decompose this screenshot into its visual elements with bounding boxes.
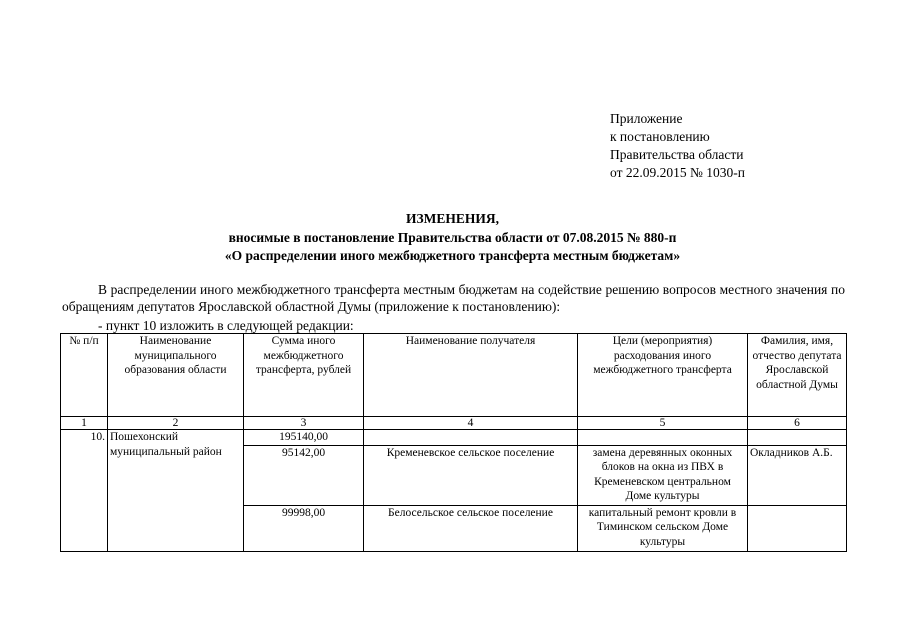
- purpose-cell: капитальный ремонт кровли в Тиминском сельском Доме культуры: [578, 505, 748, 551]
- column-number-cell: 3: [244, 417, 364, 430]
- column-number-cell: 6: [748, 417, 847, 430]
- table-number-row: [61, 417, 847, 430]
- purpose-cell: замена деревянных оконных блоков на окна из ПВХ в Кременевском центральном Доме культуры: [578, 445, 748, 505]
- transfer-table: [60, 333, 847, 552]
- document-title: ИЗМЕНЕНИЯ,: [405, 211, 499, 226]
- empty-cell: [364, 430, 578, 446]
- municipality-cell: Пошехонский муниципальный район: [108, 430, 244, 552]
- column-number-cell: 5: [578, 417, 748, 430]
- amount-cell: 99998,00: [244, 505, 364, 551]
- header-cell: Сумма иного межбюджетного трансферта, рублей: [244, 334, 364, 417]
- appendix-line-2: к постановлению: [610, 129, 710, 144]
- recipient-cell: Белосельское сельское поселение: [364, 505, 578, 551]
- body-paragraph: В распределении иного межбюджетного трансферта местным бюджетам на содействие решению вопросов местного значения по обращениям депутатов Ярославской областной Думы (приложение к постановлению):: [62, 282, 845, 314]
- table-row: [61, 430, 847, 446]
- column-number-cell: 2: [108, 417, 244, 430]
- amount-cell: 95142,00: [244, 445, 364, 505]
- deputy-cell: Окладников А.Б.: [748, 445, 847, 505]
- empty-cell: [748, 430, 847, 446]
- row-number-cell: 10.: [61, 430, 108, 552]
- header-cell: № п/п: [61, 334, 108, 417]
- deputy-cell: [748, 505, 847, 551]
- document-subtitle-1: вносимые в постановление Правительства области от 07.08.2015 № 880-п: [228, 230, 677, 245]
- appendix-line-4: от 22.09.2015 № 1030-п: [610, 165, 745, 180]
- appendix-line-1: Приложение: [610, 111, 683, 126]
- appendix-line-3: Правительства области: [610, 147, 744, 162]
- header-cell: Наименование муниципального образования области: [108, 334, 244, 417]
- header-cell: Наименование получателя: [364, 334, 578, 417]
- empty-cell: [578, 430, 748, 446]
- document-subtitle-2: «О распределении иного межбюджетного трансферта местным бюджетам»: [224, 248, 681, 263]
- table-header-row: [61, 334, 847, 417]
- total-amount-cell: 195140,00: [244, 430, 364, 446]
- header-cell: Цели (мероприятия) расходования иного межбюджетного трансферта: [578, 334, 748, 417]
- column-number-cell: 1: [61, 417, 108, 430]
- recipient-cell: Кременевское сельское поселение: [364, 445, 578, 505]
- header-cell: Фамилия, имя, отчество депутата Ярославской областной Думы: [748, 334, 847, 417]
- appendix-block: [610, 110, 745, 182]
- column-number-cell: 4: [364, 417, 578, 430]
- body-item: - пункт 10 изложить в следующей редакции:: [98, 318, 354, 333]
